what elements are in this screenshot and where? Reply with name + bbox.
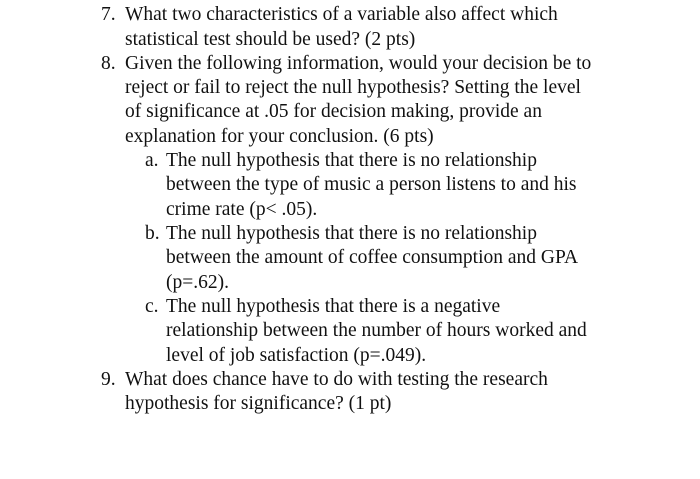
question-text-line: What does chance have to do with testing the research bbox=[125, 369, 548, 390]
subitem-letter: c. bbox=[145, 296, 159, 317]
question-text-line: explanation for your conclusion. (6 pts) bbox=[125, 126, 434, 147]
subitem-text-line: (p=.62). bbox=[166, 272, 229, 293]
subitem-text-line: crime rate (p< .05). bbox=[166, 199, 318, 220]
subitem-text-line: The null hypothesis that there is no relationship bbox=[166, 223, 537, 244]
question-text-line: hypothesis for significance? (1 pt) bbox=[125, 393, 392, 414]
subitem-letter: b. bbox=[145, 223, 160, 244]
subitem-text-line: The null hypothesis that there is no relationship bbox=[166, 150, 537, 171]
question-text-line: What two characteristics of a variable also affect which bbox=[125, 4, 558, 25]
question-text-line: reject or fail to reject the null hypothesis? Setting the level bbox=[125, 77, 581, 98]
question-number: 8. bbox=[101, 53, 116, 74]
subitem-text-line: between the type of music a person listens to and his bbox=[166, 174, 577, 195]
subitem-letter: a. bbox=[145, 150, 159, 171]
subitem-text-line: The null hypothesis that there is a negative bbox=[166, 296, 501, 317]
question-number: 9. bbox=[101, 369, 116, 390]
subitem-text-line: between the amount of coffee consumption and GPA bbox=[166, 247, 579, 268]
question-number: 7. bbox=[101, 4, 116, 25]
subitem-text-line: level of job satisfaction (p=.049). bbox=[166, 345, 427, 366]
question-text-line: statistical test should be used? (2 pts) bbox=[125, 29, 416, 50]
subitem-text-line: relationship between the number of hours worked and bbox=[166, 320, 587, 341]
question-text-line: of significance at .05 for decision making, provide an bbox=[125, 101, 542, 122]
question-text-line: Given the following information, would your decision be to bbox=[125, 53, 592, 74]
